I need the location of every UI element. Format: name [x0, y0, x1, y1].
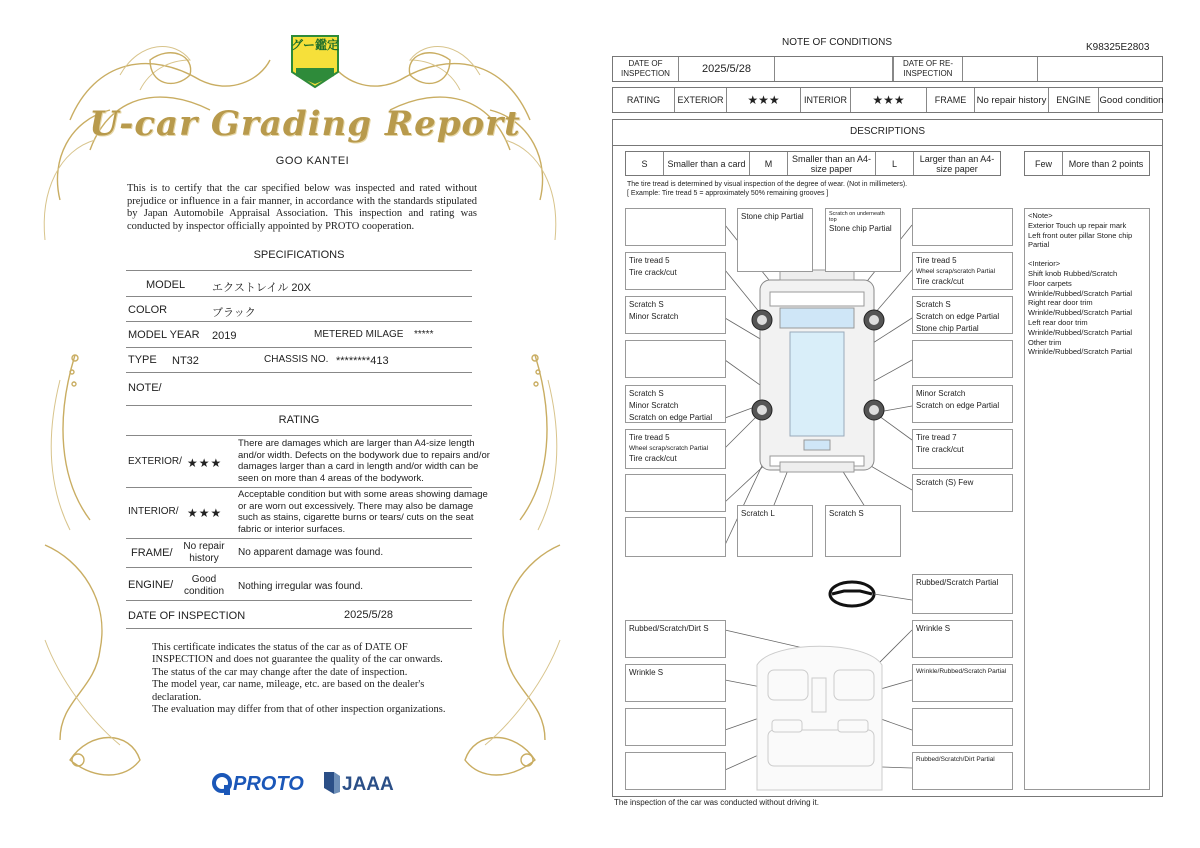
condition-text: Wheel scrap/scratch Partial	[916, 268, 996, 275]
legend-desc-m: Smaller than an A4-size paper	[788, 152, 876, 175]
condition-box-left-4	[625, 340, 726, 378]
car-top-view	[752, 270, 884, 472]
condition-box-bottom-left	[737, 505, 813, 557]
date-of-reinspection-value	[963, 57, 1038, 81]
note-line: Left front outer pillar Stone chip Partial	[1028, 230, 1133, 250]
frame-value: No repair history	[975, 88, 1049, 112]
condition-box-left-1	[625, 208, 726, 246]
color-value: ブラック	[212, 307, 256, 319]
note-line: Exterior Touch up repair mark	[1028, 220, 1127, 230]
condition-text: Wheel scrap/scratch Partial	[629, 445, 709, 452]
condition-text: Wrinkle S	[629, 668, 664, 677]
rating-heading: RATING	[278, 414, 320, 426]
divider	[612, 145, 1163, 146]
interior-box-right-4	[912, 708, 1013, 746]
note-line: <Note>	[1028, 211, 1053, 220]
note-line: Floor carpets	[1028, 278, 1072, 288]
report-title: U-car Grading Report	[89, 104, 521, 144]
proto-logo	[212, 771, 316, 797]
legend-key-few: Few	[1025, 152, 1063, 175]
specifications-heading: SPECIFICATIONS	[253, 249, 345, 261]
note-line: Shift knob Rubbed/Scratch	[1028, 268, 1118, 278]
exterior-label: EXTERIOR/	[128, 456, 182, 467]
rating-label: RATING	[613, 88, 675, 112]
condition-box-right-5	[912, 385, 1013, 423]
type-value: NT32	[172, 355, 199, 367]
date-row	[612, 56, 1163, 82]
condition-text: Stone chip Partial	[916, 324, 979, 333]
condition-box-right-7	[912, 474, 1013, 512]
sheet-title: NOTE OF CONDITIONS	[782, 37, 892, 48]
condition-text: Tire tread 7	[916, 433, 957, 442]
footer-line: The evaluation may differ from that of other inspection organizations.	[152, 704, 446, 716]
report-subtitle: GOO KANTEI	[275, 155, 350, 167]
interior-stars: ★★★	[187, 506, 223, 520]
tire-example: [ Example: Tire tread 5 = approximately 50% remaining grooves ]	[627, 190, 829, 197]
metered-label: METERED MILAGE	[314, 329, 404, 340]
metered-value: *****	[414, 329, 434, 340]
jaaa-mark-icon	[320, 770, 342, 796]
proto-mark-icon	[212, 772, 234, 796]
footer-line: The model year, car name, mileage, etc. are based on the dealer's	[152, 679, 425, 691]
condition-text: Scratch L	[741, 509, 775, 518]
model-year-value: 2019	[212, 330, 237, 342]
certificate-intro: This is to certify that the car specified below was inspected and rated without prejudice or influence in a fair manner, in accordance with the standards stipulated by Japan Automobile Appraisal Association. This inspection and rating was conducted by inspector officially appointed by PROTO cooperation.	[127, 183, 477, 232]
condition-text: Scratch S	[629, 300, 664, 309]
condition-box-right-4	[912, 340, 1013, 378]
condition-text: Minor Scratch	[629, 401, 679, 410]
engine-label: ENGINE	[1049, 88, 1099, 112]
condition-text: Rubbed/Scratch/Dirt Partial	[916, 756, 995, 763]
condition-text: top	[829, 217, 837, 223]
condition-text: Tire crack/cut	[916, 277, 964, 286]
divider	[126, 435, 472, 436]
chassis-label: CHASSIS NO.	[264, 354, 329, 365]
size-legend	[625, 151, 1001, 176]
condition-text: Tire crack/cut	[629, 268, 677, 277]
date-of-inspection-label: DATE OF INSPECTION	[613, 57, 679, 81]
legend-desc-few: More than 2 points	[1068, 158, 1144, 169]
condition-box-left-8	[625, 517, 726, 557]
condition-box-left-3	[625, 296, 726, 334]
condition-text: Scratch on edge Partial	[916, 401, 1000, 410]
condition-box-left-7	[625, 474, 726, 512]
footer-line: This certificate indicates the status of the car as of DATE OF	[152, 642, 408, 653]
divider	[126, 372, 472, 373]
legend-desc-l: Larger than an A4-size paper	[919, 153, 995, 174]
note-line: Wrinkle/Rubbed/Scratch Partial	[1028, 327, 1133, 337]
interior-box-left-4	[625, 752, 726, 790]
interior-box-left-1	[625, 620, 726, 658]
date-of-inspection-label: DATE OF INSPECTION	[128, 610, 246, 622]
notes-panel	[1024, 208, 1150, 790]
empty-cell	[775, 57, 893, 81]
date-of-reinspection-label: DATE OF RE-INSPECTION	[893, 57, 963, 81]
note-line: Left rear door trim	[1028, 317, 1088, 327]
exterior-stars: ★★★	[187, 456, 223, 470]
legend-key-s: S	[626, 152, 664, 175]
legend-desc-s: Smaller than a card	[664, 152, 750, 175]
color-label: COLOR	[128, 304, 168, 316]
car-interior-view	[757, 646, 882, 790]
frame-label: FRAME	[927, 88, 975, 112]
legend-key-m: M	[750, 152, 788, 175]
note-line: Other trim	[1028, 337, 1062, 347]
divider	[126, 567, 472, 568]
jaaa-logo-text: JAAA	[342, 774, 394, 795]
certificate-footer	[152, 642, 482, 716]
condition-box-top-left	[737, 208, 813, 272]
divider	[126, 628, 472, 629]
condition-text: Tire crack/cut	[916, 445, 964, 454]
interior-box-right-2	[912, 620, 1013, 658]
date-of-inspection-value: 2025/5/28	[679, 57, 775, 81]
interior-label: INTERIOR	[801, 88, 851, 112]
note-line: <Interior>	[1028, 259, 1061, 269]
model-year-label: MODEL YEAR	[128, 329, 200, 341]
footer-line: The status of the car may change after the date of inspection.	[152, 666, 408, 678]
interior-label: INTERIOR/	[128, 506, 179, 517]
footer-line: INSPECTION and does not guarantee the quality of the car onwards.	[152, 654, 443, 666]
frame-label: FRAME/	[131, 547, 173, 559]
goo-kantei-badge	[288, 32, 342, 90]
exterior-description: There are damages which are larger than A4-size length and/or width. Defects on the bodywork due to repairs and/or damages larger than a card in length and/or width can be seen on more than 4 areas of the bodywork.	[238, 438, 490, 484]
tire-note: The tire tread is determined by visual inspection of the degree of wear. (Not in millimeters).	[627, 181, 908, 188]
model-label: MODEL	[146, 279, 186, 291]
engine-description: Nothing irregular was found.	[238, 581, 364, 592]
engine-label: ENGINE/	[128, 579, 174, 591]
interior-stars: ★★★	[851, 88, 927, 112]
type-label: TYPE	[128, 354, 157, 366]
interior-box-right-1	[912, 574, 1013, 614]
condition-box-top-right	[825, 208, 901, 272]
exterior-label: EXTERIOR	[675, 88, 727, 112]
condition-text: Scratch S	[916, 300, 951, 309]
interior-box-left-2	[625, 664, 726, 702]
divider	[126, 405, 472, 406]
divider	[126, 538, 472, 539]
rating-row	[612, 87, 1163, 113]
condition-text: Scratch on underneath	[829, 211, 885, 217]
proto-logo-text: PROTO	[233, 773, 304, 795]
condition-text: Scratch S	[629, 389, 664, 398]
note-line: Wrinkle/Rubbed/Scratch Partial	[1028, 288, 1133, 298]
interior-box-left-3	[625, 708, 726, 746]
condition-box-left-5	[625, 385, 726, 423]
reference-number: K98325E2803	[1086, 42, 1150, 53]
condition-text: Rubbed/Scratch/Dirt S	[629, 624, 709, 633]
condition-text: Tire tread 5	[916, 256, 957, 265]
note-line: Wrinkle/Rubbed/Scratch Partial	[1028, 347, 1133, 357]
condition-box-left-2	[625, 252, 726, 290]
legend-key-l: L	[876, 152, 914, 175]
note-spacer	[1028, 250, 1146, 259]
engine-value: Good condition	[183, 574, 225, 597]
empty-cell	[1038, 57, 1164, 81]
steering-wheel-icon	[830, 582, 874, 606]
divider	[126, 347, 472, 348]
date-of-inspection-value: 2025/5/28	[344, 609, 393, 621]
few-legend	[1024, 151, 1150, 176]
interior-description: Acceptable condition but with some areas showing damage or are worn out excessively. There may also be damage such as stains, cigarette burns or tears/ cuts on the seat fabric or interior surfaces.	[238, 489, 488, 535]
condition-box-right-1	[912, 208, 1013, 246]
badge-text: グー鑑定	[290, 38, 339, 52]
condition-text: Stone chip Partial	[829, 224, 892, 233]
condition-text: Minor Scratch	[629, 312, 679, 321]
model-value: エクストレイル 20X	[212, 282, 311, 294]
frame-description: No apparent damage was found.	[238, 547, 384, 558]
interior-box-right-3	[912, 664, 1013, 702]
condition-box-left-6	[625, 429, 726, 469]
jaaa-logo	[320, 770, 400, 798]
condition-text: Stone chip Partial	[741, 212, 804, 221]
engine-value: Good condition	[1099, 94, 1164, 106]
divider	[126, 487, 472, 488]
condition-text: Tire tread 5	[629, 433, 670, 442]
note-line: Right rear door trim	[1028, 298, 1093, 308]
condition-text: Scratch S	[829, 509, 864, 518]
condition-text: Wrinkle S	[916, 624, 951, 633]
condition-box-right-2	[912, 252, 1013, 290]
condition-text: Scratch on edge Partial	[629, 413, 713, 422]
divider	[126, 270, 472, 271]
condition-text: Minor Scratch	[916, 389, 966, 398]
exterior-stars: ★★★	[727, 88, 801, 112]
condition-box-right-6	[912, 429, 1013, 469]
condition-text: Tire tread 5	[629, 256, 670, 265]
condition-text: Tire crack/cut	[629, 454, 677, 463]
divider	[126, 600, 472, 601]
divider	[126, 321, 472, 322]
interior-box-right-5	[912, 752, 1013, 790]
condition-text: Rubbed/Scratch Partial	[916, 578, 999, 587]
descriptions-heading: DESCRIPTIONS	[849, 126, 925, 137]
footer-line: declaration.	[152, 691, 202, 703]
condition-box-right-3	[912, 296, 1013, 334]
divider	[126, 296, 472, 297]
condition-box-bottom-right	[825, 505, 901, 557]
sheet-footer: The inspection of the car was conducted without driving it.	[614, 798, 819, 807]
condition-text: Scratch on edge Partial	[916, 312, 1000, 321]
chassis-value: ********413	[336, 355, 389, 367]
note-line: Wrinkle/Rubbed/Scratch Partial	[1028, 308, 1133, 318]
note-label: NOTE/	[128, 382, 162, 394]
condition-text: Scratch (S) Few	[916, 478, 974, 487]
frame-value: No repair history	[183, 541, 225, 564]
condition-text: Wrinkle/Rubbed/Scratch Partial	[916, 668, 1007, 675]
